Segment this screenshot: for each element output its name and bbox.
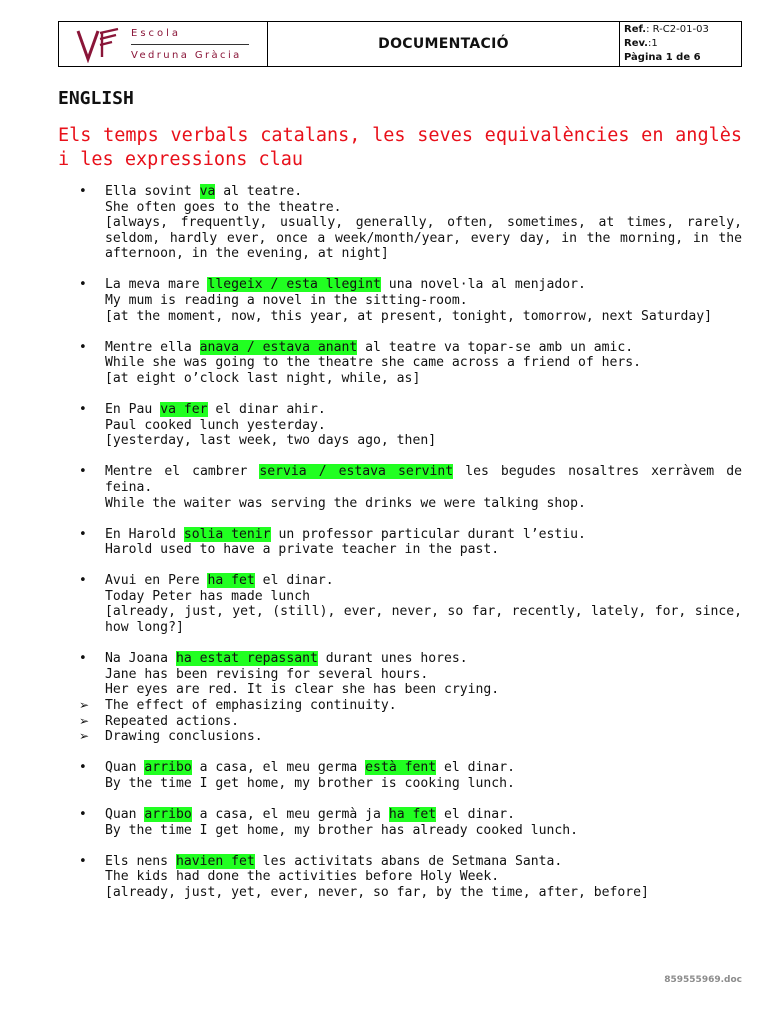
logo-emblem-icon bbox=[74, 27, 126, 63]
section-subtitle: Els temps verbals catalans, les seves equivalències en anglès i les expressions clau bbox=[58, 125, 742, 170]
highlighted-verb: arribo bbox=[144, 760, 192, 776]
catalan-sentence: Mentre el cambrer servia / estava servint les begudes nosaltres xerràvem de feina. bbox=[105, 464, 742, 495]
english-sentence: Harold used to have a private teacher in the past. bbox=[105, 542, 500, 558]
catalan-sentence: En Pau va fer el dinar ahir. bbox=[105, 402, 326, 418]
ref-value: : R-C2-01-03 bbox=[646, 24, 709, 35]
page-label: Pàgina 1 de 6 bbox=[624, 52, 701, 63]
arrow-list-item: ➢ Drawing conclusions. bbox=[79, 729, 263, 745]
school-logo bbox=[59, 22, 268, 66]
logo-divider bbox=[131, 44, 249, 45]
bullet-icon: • bbox=[79, 573, 87, 589]
key-expressions: [always, frequently, usually, generally, often, sometimes, at times, rarely, seldom, hardly ever, once a week/month/year, every day, in the morning, in the afternoon, in the evening, at night] bbox=[105, 215, 742, 262]
english-sentence: The kids had done the activities before Holy Week. bbox=[105, 869, 500, 885]
catalan-sentence: Els nens havien fet les activitats abans de Setmana Santa. bbox=[105, 853, 563, 869]
bullet-icon: • bbox=[79, 464, 87, 480]
catalan-sentence: Ella sovint va al teatre. bbox=[105, 184, 303, 199]
document-title: DOCUMENTACIÓ bbox=[268, 22, 620, 66]
highlighted-verb: anava / estava anant bbox=[199, 339, 358, 355]
key-expressions: [already, just, yet, ever, never, so far, by the time, after, before] bbox=[105, 884, 649, 900]
english-sentence: Jane has been revising for several hours. bbox=[105, 666, 429, 682]
logo-text-school-name: Vedruna Gràcia bbox=[131, 50, 242, 61]
file-name-footer: 859555969.doc bbox=[664, 975, 742, 985]
document-header bbox=[58, 21, 742, 67]
catalan-sentence: Quan arribo a casa, el meu germà ja ha fet el dinar. bbox=[105, 806, 515, 822]
catalan-sentence: En Harold solia tenir un professor particular durant l’estiu. bbox=[105, 526, 586, 542]
page-row bbox=[624, 51, 741, 65]
highlighted-verb: va bbox=[199, 184, 216, 199]
list-item bbox=[79, 464, 742, 511]
arrow-bullet-icon: ➢ bbox=[79, 729, 90, 744]
english-sentence: While the waiter was serving the drinks we were talking shop. bbox=[105, 495, 586, 511]
ref-label: Ref. bbox=[624, 24, 647, 35]
bullet-icon: • bbox=[79, 339, 87, 355]
bullet-icon: • bbox=[79, 526, 87, 542]
list-item bbox=[79, 184, 742, 262]
list-item bbox=[79, 277, 742, 324]
bullet-icon: • bbox=[79, 651, 87, 667]
english-sentence: While she was going to the theatre she came across a friend of hers. bbox=[105, 355, 642, 371]
rev-label: Rev. bbox=[624, 38, 648, 49]
rev-row bbox=[624, 37, 741, 51]
arrow-list-item: ➢ The effect of emphasizing continuity. bbox=[79, 697, 397, 713]
bullet-icon: • bbox=[79, 184, 87, 199]
highlighted-verb: està fent bbox=[365, 760, 437, 776]
bullet-icon: • bbox=[79, 277, 87, 293]
list-item bbox=[79, 402, 742, 449]
highlighted-verb: ha fet bbox=[207, 573, 255, 589]
english-sentence: My mum is reading a novel in the sitting-room. bbox=[105, 293, 468, 309]
key-expressions: [at the moment, now, this year, at present, tonight, tomorrow, next Saturday] bbox=[105, 308, 712, 324]
arrow-bullet-icon: ➢ bbox=[79, 713, 90, 728]
catalan-sentence: Quan arribo a casa, el meu germa està fent el dinar. bbox=[105, 760, 515, 776]
list-item bbox=[79, 651, 742, 745]
english-sentence-2: Her eyes are red. It is clear she has been crying. bbox=[105, 682, 500, 698]
highlighted-verb: ha fet bbox=[388, 806, 437, 822]
highlighted-verb: va fer bbox=[160, 402, 208, 418]
highlighted-verb: servia / estava servint bbox=[259, 464, 454, 480]
catalan-sentence: Avui en Pere ha fet el dinar. bbox=[105, 573, 334, 589]
bullet-icon: • bbox=[79, 806, 87, 822]
highlighted-verb: havien fet bbox=[175, 853, 255, 869]
bullet-list bbox=[0, 184, 768, 916]
catalan-sentence: Na Joana ha estat repassant durant unes hores. bbox=[105, 651, 468, 667]
list-item bbox=[79, 760, 742, 791]
key-expressions: [at eight o’clock last night, while, as] bbox=[105, 370, 421, 386]
highlighted-verb: solia tenir bbox=[183, 526, 271, 542]
rev-value: :1 bbox=[647, 38, 658, 49]
arrow-list-item: ➢ Repeated actions. bbox=[79, 713, 240, 729]
highlighted-verb: arribo bbox=[144, 806, 192, 822]
english-sentence: By the time I get home, my brother is cooking lunch. bbox=[105, 775, 515, 791]
list-item bbox=[79, 806, 742, 838]
list-item bbox=[79, 339, 742, 387]
section-heading: ENGLISH bbox=[58, 88, 134, 109]
arrow-bullet-icon: ➢ bbox=[79, 697, 90, 712]
highlighted-verb: ha estat repassant bbox=[175, 651, 318, 667]
ref-row bbox=[624, 23, 741, 37]
list-item bbox=[79, 853, 742, 901]
english-sentence: Today Peter has made lunch bbox=[105, 588, 310, 604]
catalan-sentence: La meva mare llegeix / esta llegint una novel·la al menjador. bbox=[105, 277, 586, 293]
key-expressions: [already, just, yet, (still), ever, never, so far, recently, lately, for, since, how long?] bbox=[105, 604, 742, 636]
reference-box bbox=[620, 22, 741, 66]
english-sentence: Paul cooked lunch yesterday. bbox=[105, 417, 326, 433]
english-sentence: By the time I get home, my brother has already cooked lunch. bbox=[105, 822, 578, 838]
list-item bbox=[79, 526, 742, 558]
catalan-sentence: Mentre ella anava / estava anant al teatre va topar-se amb un amic. bbox=[105, 339, 634, 355]
bullet-icon: • bbox=[79, 402, 87, 418]
key-expressions: [yesterday, last week, two days ago, then] bbox=[105, 433, 437, 449]
bullet-icon: • bbox=[79, 760, 87, 776]
bullet-icon: • bbox=[79, 853, 87, 869]
english-sentence: She often goes to the theatre. bbox=[105, 199, 342, 215]
highlighted-verb: llegeix / esta llegint bbox=[207, 277, 381, 293]
logo-text-escola: Escola bbox=[131, 28, 182, 39]
list-item bbox=[79, 573, 742, 636]
